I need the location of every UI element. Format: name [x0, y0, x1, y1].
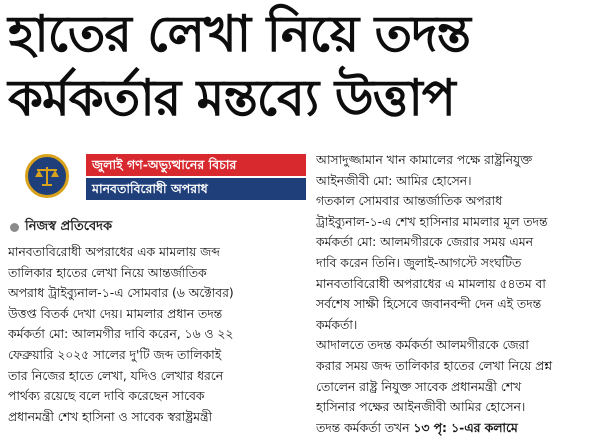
body-line: পার্থক্য রয়েছে বলে দাবি করেছেন সাবেক — [8, 389, 205, 404]
tribunal-seal-logo — [8, 152, 86, 200]
body-line: কর্মকর্তা মো: আলমগীর দাবি করেন, ১৬ ও ২২ — [8, 327, 234, 342]
body-line: আদালতে তদন্ত কর্মকর্তা আলমগীরকে জেরা — [316, 338, 529, 353]
body-line: মানবতাবিরোধী অপরাধের এ মামলায় ৫৪তম বা — [316, 276, 546, 291]
section-banner — [8, 152, 306, 200]
body-line: দাবি করেন তিনি। জুলাই-আগস্টে সংঘটিত — [316, 255, 522, 270]
body-line: প্রধানমন্ত্রী শেখ হাসিনা ও সাবেক স্বরাষ্ট্রমন্ত্রী — [8, 409, 212, 424]
banner-top-label: জুলাই গণ-অভ্যুত্থানের বিচার — [86, 154, 306, 176]
body-line: সর্বশেষ সাক্ষী হিসেবে জবানবন্দী দেন এই তদন্ত — [316, 297, 542, 312]
body-line: ফেব্রুয়ারি ২০২৫ সালের দু'টি জব্দ তালিকাই — [8, 347, 222, 362]
continued-link[interactable]: ১৩ পৃ: ১-এর কলামে — [413, 420, 518, 435]
bullet-icon — [10, 223, 19, 232]
last-line — [316, 418, 612, 437]
body-line: আইনজীবী মো: আমির হোসেন। — [316, 173, 472, 188]
left-column — [8, 242, 308, 427]
body-line: গতকাল সোমবার আন্তর্জাতিক অপরাধ — [316, 194, 502, 209]
headline-line-2: কর্মকর্তার মন্তব্যে উত্তাপ — [8, 69, 455, 127]
body-line: করার সময় জব্দ তালিকার হাতের লেখা নিয়ে প্রশ্ন — [316, 358, 553, 373]
body-line: কর্মকর্তা। — [316, 317, 358, 332]
body-line: হাসিনার পক্ষের আইনজীবী আমির হোসেন। — [316, 400, 526, 415]
right-column — [316, 150, 612, 437]
body-line: মানবতাবিরোধী অপরাধের এক মামলায় জব্দ — [8, 245, 220, 259]
body-line: তদন্ত কর্মকর্তা তখন — [316, 420, 410, 435]
body-line: তোলেন রাষ্ট্র নিযুক্ত সাবেক প্রধানমন্ত্রী শেখ — [316, 379, 522, 394]
body-line: আসাদুজ্জামান খান কামালের পক্ষে রাষ্ট্রনিযুক্ত — [316, 153, 533, 167]
headline-line-1: হাতের লেখা নিয়ে তদন্ত — [8, 5, 470, 63]
byline — [10, 217, 112, 238]
body-line: অপরাধ ট্রাইব্যুনাল-১-এ সোমবার (৬ অক্টোবর) — [8, 286, 234, 301]
body-line: ট্রাইব্যুনাল-১-এ শেখ হাসিনার মামলার মূল তদন্ত — [316, 214, 548, 229]
scales-of-justice-icon — [25, 154, 69, 198]
body-line: তার নিজের হাতে লেখা, যদিও লেখার ধরনে — [8, 368, 224, 383]
headline — [8, 2, 608, 130]
body-line: তালিকার হাতের লেখা নিয়ে আন্তর্জাতিক — [8, 265, 207, 280]
body-line: উত্তপ্ত বিতর্ক দেখা দেয়। মামলার প্রধান তদন্ত — [8, 306, 223, 321]
body-line: কর্মকর্তা মো: আলমগীরকে জেরার সময় এমন — [316, 235, 533, 250]
byline-text: নিজস্ব প্রতিবেদক — [25, 219, 113, 234]
banner-bottom-label: মানবতাবিরোধী অপরাধ — [86, 178, 306, 200]
